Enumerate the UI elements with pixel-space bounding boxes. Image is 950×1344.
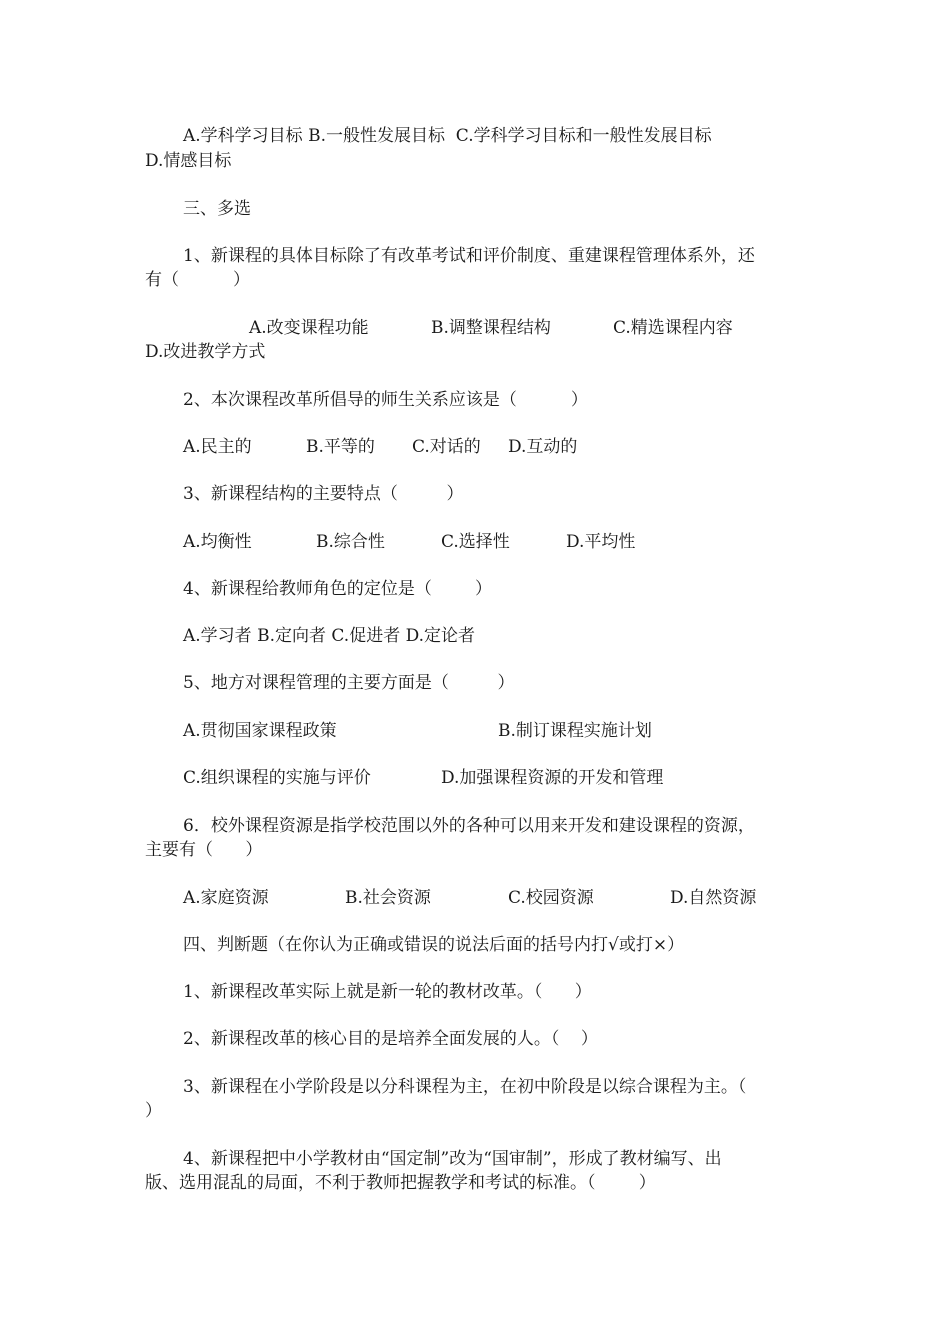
judge-item-2: 2、新课程改革的核心目的是培养全面发展的人。（ ） — [183, 1029, 598, 1049]
question-1-option-a: A.改变课程功能 — [249, 318, 369, 338]
question-2-option-a: A.民主的 — [183, 437, 252, 457]
question-2-option-c: C.对话的 — [412, 437, 481, 457]
question-5-option-b: B.制订课程实施计划 — [498, 721, 652, 741]
question-6-stem-cont: 主要有（ ） — [145, 840, 263, 860]
question-5-option-c: C.组织课程的实施与评价 — [183, 768, 371, 788]
judge-item-3: 3、新课程在小学阶段是以分科课程为主，在初中阶段是以综合课程为主。（ — [183, 1077, 747, 1097]
question-3-stem: 3、新课程结构的主要特点（ ） — [183, 484, 464, 504]
question-6-option-c: C.校园资源 — [508, 888, 594, 908]
question-2-option-d: D.互动的 — [508, 437, 578, 457]
question-3-option-a: A.均衡性 — [183, 532, 252, 552]
question-5-stem: 5、地方对课程管理的主要方面是（ ） — [183, 673, 515, 693]
question-5-option-a: A.贯彻国家课程政策 — [183, 721, 337, 741]
prev-question-options-line: A.学科学习目标 B.一般性发展目标 C.学科学习目标和一般性发展目标 — [183, 126, 712, 146]
judge-item-1: 1、新课程改革实际上就是新一轮的教材改革。（ ） — [183, 982, 592, 1002]
question-6-option-a: A.家庭资源 — [183, 888, 269, 908]
question-6-stem: 6．校外课程资源是指学校范围以外的各种可以用来开发和建设课程的资源， — [183, 816, 755, 836]
question-1-option-c: C.精选课程内容 — [613, 318, 733, 338]
judge-item-4-cont: 版、选用混乱的局面，不利于教师把握教学和考试的标准。（ ） — [145, 1173, 656, 1193]
prev-question-option-d: D.情感目标 — [145, 151, 232, 171]
question-6-option-d: D.自然资源 — [670, 888, 757, 908]
question-3-option-d: D.平均性 — [566, 532, 636, 552]
question-2-option-b: B.平等的 — [306, 437, 375, 457]
question-3-option-b: B.综合性 — [316, 532, 385, 552]
question-3-option-c: C.选择性 — [441, 532, 510, 552]
question-4-stem: 4、新课程给教师角色的定位是（ ） — [183, 579, 493, 599]
question-6-option-b: B.社会资源 — [345, 888, 431, 908]
question-1-stem: 1、新课程的具体目标除了有改革考试和评价制度、重建课程管理体系外，还 — [183, 246, 755, 266]
question-4-options: A.学习者 B.定向者 C.促进者 D.定论者 — [183, 626, 476, 646]
question-2-stem: 2、本次课程改革所倡导的师生关系应该是（ ） — [183, 390, 588, 410]
section-heading-true-false: 四、判断题（在你认为正确或错误的说法后面的括号内打√或打×） — [183, 935, 685, 955]
question-1-option-b: B.调整课程结构 — [431, 318, 551, 338]
judge-item-3-cont: ） — [145, 1101, 162, 1121]
question-1-option-d: D.改进教学方式 — [145, 342, 266, 362]
section-heading-multiple-choice: 三、多选 — [183, 199, 251, 219]
question-5-option-d: D.加强课程资源的开发和管理 — [441, 768, 664, 788]
judge-item-4: 4、新课程把中小学教材由“国定制”改为“国审制”，形成了教材编写、出 — [183, 1149, 722, 1169]
question-1-stem-cont: 有（ ） — [145, 270, 251, 290]
